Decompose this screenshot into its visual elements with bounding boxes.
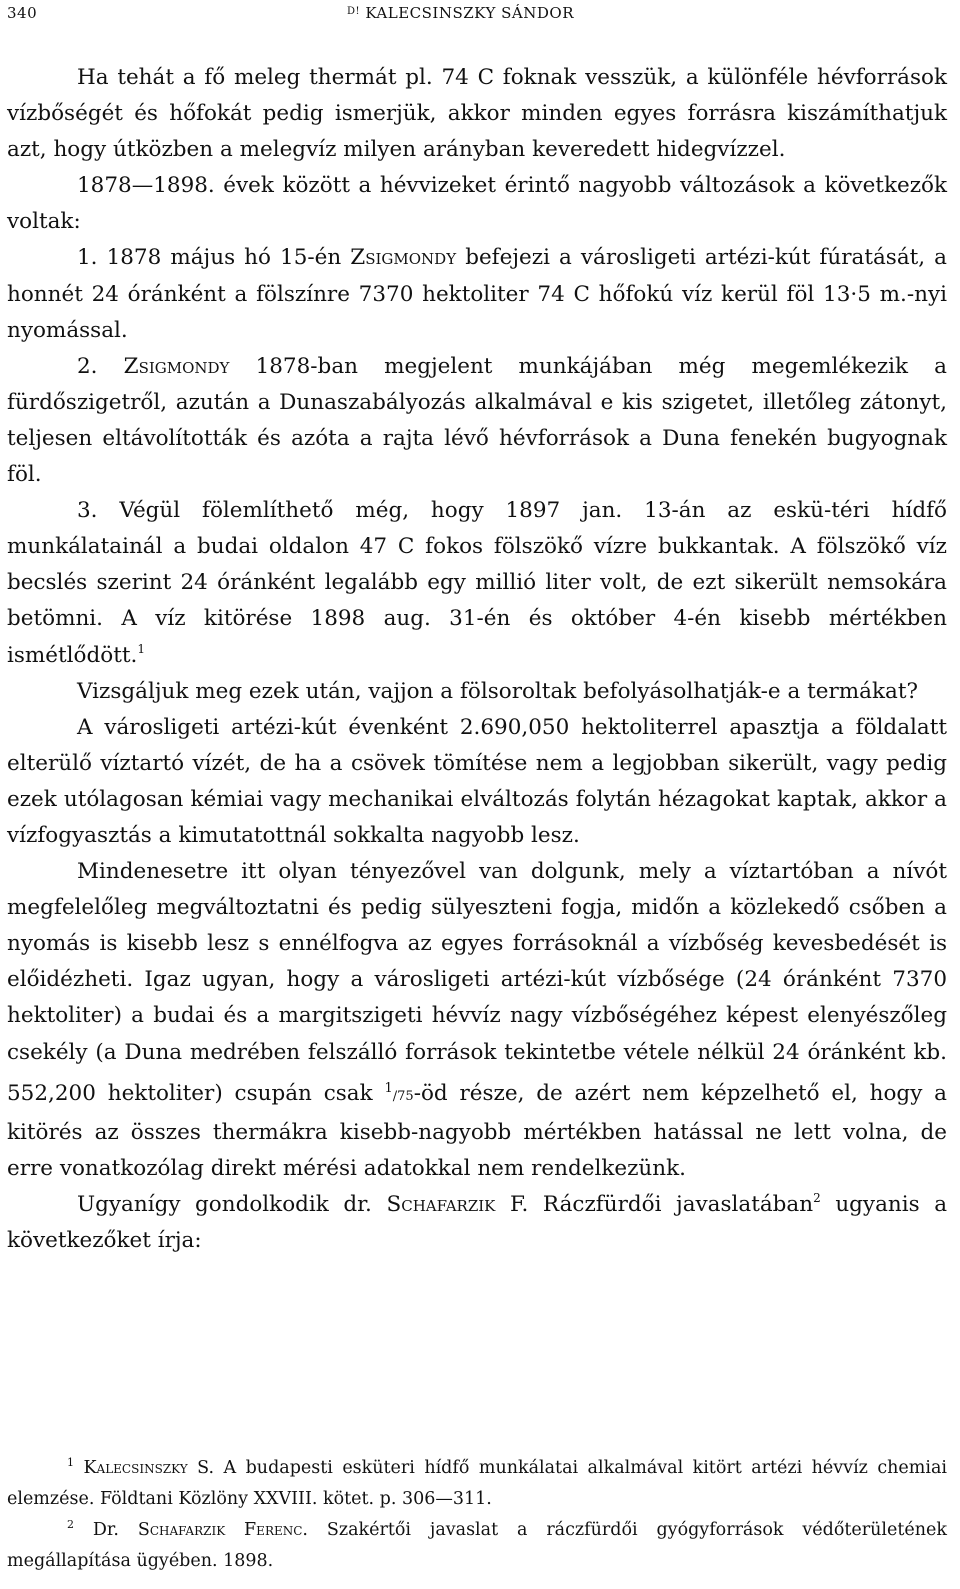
author-prefix: D!: [347, 6, 361, 17]
footnote-ref-1: 1: [137, 641, 145, 656]
paragraph-6: Vizsgáljuk meg ezek után, vajjon a fölsoroltak befolyásolhatják-e a termákat?: [77, 678, 918, 704]
paragraph-3: [7, 240, 947, 348]
fraction-denominator: /75: [392, 1088, 414, 1104]
paragraph-5-text: 3. Végül fölemlíthető még, hogy 1897 jan. 13-án az eskü-téri hídfő munkálatainál a budai oldalon 47 C fokos fölszökő vízre bukkantak. A fölszökő víz becslés szerint 24 óránként legalább egy millió liter volt, de ezt sikerült nemsokára betömni. A víz kitörése 1898 aug. 31-én és október 4-én kisebb mértékben ismétlődött.: [7, 498, 947, 668]
footnote-1-author: Kalecsinszky: [83, 1458, 188, 1478]
footnote-2-text: Szakértői javaslat a ráczfürdői gyógyforrások védőterületének megállapítása ügyében. 1898.: [7, 1520, 947, 1571]
paragraph-5: [7, 493, 947, 673]
paragraph-4: [7, 349, 947, 493]
fraction-numerator: 1: [384, 1080, 393, 1096]
paragraph-1: Ha tehát a fő meleg thermát pl. 74 C foknak vesszük, a különféle hévforrások vízbőségét és hőfokát pedig ismerjük, akkor minden egyes forrásra kiszámíthatjuk azt, hogy útközben a melegvíz milyen arányban keveredett hidegvízzel.: [7, 65, 947, 163]
footnote-2-author: Schafarzik Ferenc.: [137, 1520, 308, 1540]
running-title: [347, 4, 574, 22]
paragraph-4-number: 2.: [77, 353, 98, 379]
main-text: [7, 60, 947, 1259]
paragraph-7: A városligeti artézi-kút évenként 2.690,050 hektoliterrel apasztja a földalatt elterülő víztartó vízét, de ha a csövek tömítése nem a legjobban sikerült, vagy pedig ezek utólagosan kémiai vagy mechanikai elváltozás folytán hézagokat kaptak, akkor a vízfogyasztás a kimutatottnál sokkalta nagyobb lesz.: [7, 714, 947, 848]
author-name: KALECSINSZKY SÁNDOR: [365, 4, 574, 22]
paragraph-3-start: 1. 1878 május hó 15-én: [77, 245, 342, 271]
paragraph-9-start: Ugyanígy gondolkodik dr.: [77, 1191, 372, 1217]
footnote-2: [7, 1515, 947, 1577]
author-reference: Schafarzik: [386, 1191, 496, 1217]
paragraph-3-rest: befejezi a városligeti artézi-kút fúratását, a honnét 24 óránként a fölszínre 7370 hektoliter 74 C hőfokú víz kerül föl 13·5 m.-nyi nyomással.: [7, 245, 947, 343]
page-number: 340: [7, 4, 38, 22]
paragraph-8: [7, 854, 947, 1187]
paragraph-9: [7, 1187, 947, 1259]
document-page: [7, 0, 948, 1571]
paragraph-2: 1878—1898. évek között a hévvizeket érintő nagyobb változások a következők voltak:: [7, 173, 947, 235]
footnote-ref-2: 2: [813, 1190, 821, 1205]
paragraph-8-text: Mindenesetre itt olyan tényezővel van dolgunk, mely a víztartóban a nívót megfelelőleg megváltoztatni és pedig sülyeszteni fogja, midőn a közlekedő csőben a nyomás is kisebb lesz s ennélfogva az egyes forrásoknál a vízbőség kevesbedését is előidézheti. Igaz ugyan, hogy a városligeti artézi-kút vízbősége (24 óránként 7370 hektoliter) a budai és a margitszigeti hévvíz nagy vízbőségéhez képest elenyészőleg csekély (a Duna medrében felszálló források tekintetbe vétele nélkül 24 óránként kb. 552,200 hektoliter) csupán csak: [7, 859, 947, 1106]
paragraph-8-rest: -öd része, de azért nem képzelhető el, hogy a kitörés az összes thermákra kisebb-nagyobb mértékben hatással ne lett volna, de erre vonatkozólag direkt mérési adatokkal nem rendelkezünk.: [7, 1080, 947, 1181]
footnote-1-text: S. A budapesti esküteri hídfő munkálatai alkalmával kitört artézi hévvíz chemiai elemzése. Földtani Közlöny XXVIII. kötet. p. 306—311.: [7, 1458, 947, 1509]
paragraph-9-mid: F. Ráczfürdői javaslatában: [509, 1191, 814, 1217]
footnote-2-mark: 2: [67, 1518, 74, 1531]
author-reference: Zsigmondy: [350, 245, 457, 271]
paragraph-9-end: ugyanis a következőket írja:: [7, 1191, 948, 1253]
footnotes: [7, 1453, 947, 1577]
footnote-2-prefix: Dr.: [92, 1520, 119, 1540]
author-reference: Zsigmondy: [123, 353, 230, 379]
paragraph-4-rest: 1878-ban megjelent munkájában még megemlékezik a fürdőszigetről, azután a Dunaszabályozás alkalmával e kis szigetet, illetőleg zátonyt, teljesen eltávolították és azóta a rajta lévő hévforrások a Duna fenekén bugyognak föl.: [7, 353, 947, 488]
running-header: [7, 0, 947, 30]
footnote-1: [7, 1453, 947, 1515]
footnote-1-mark: 1: [67, 1456, 74, 1469]
